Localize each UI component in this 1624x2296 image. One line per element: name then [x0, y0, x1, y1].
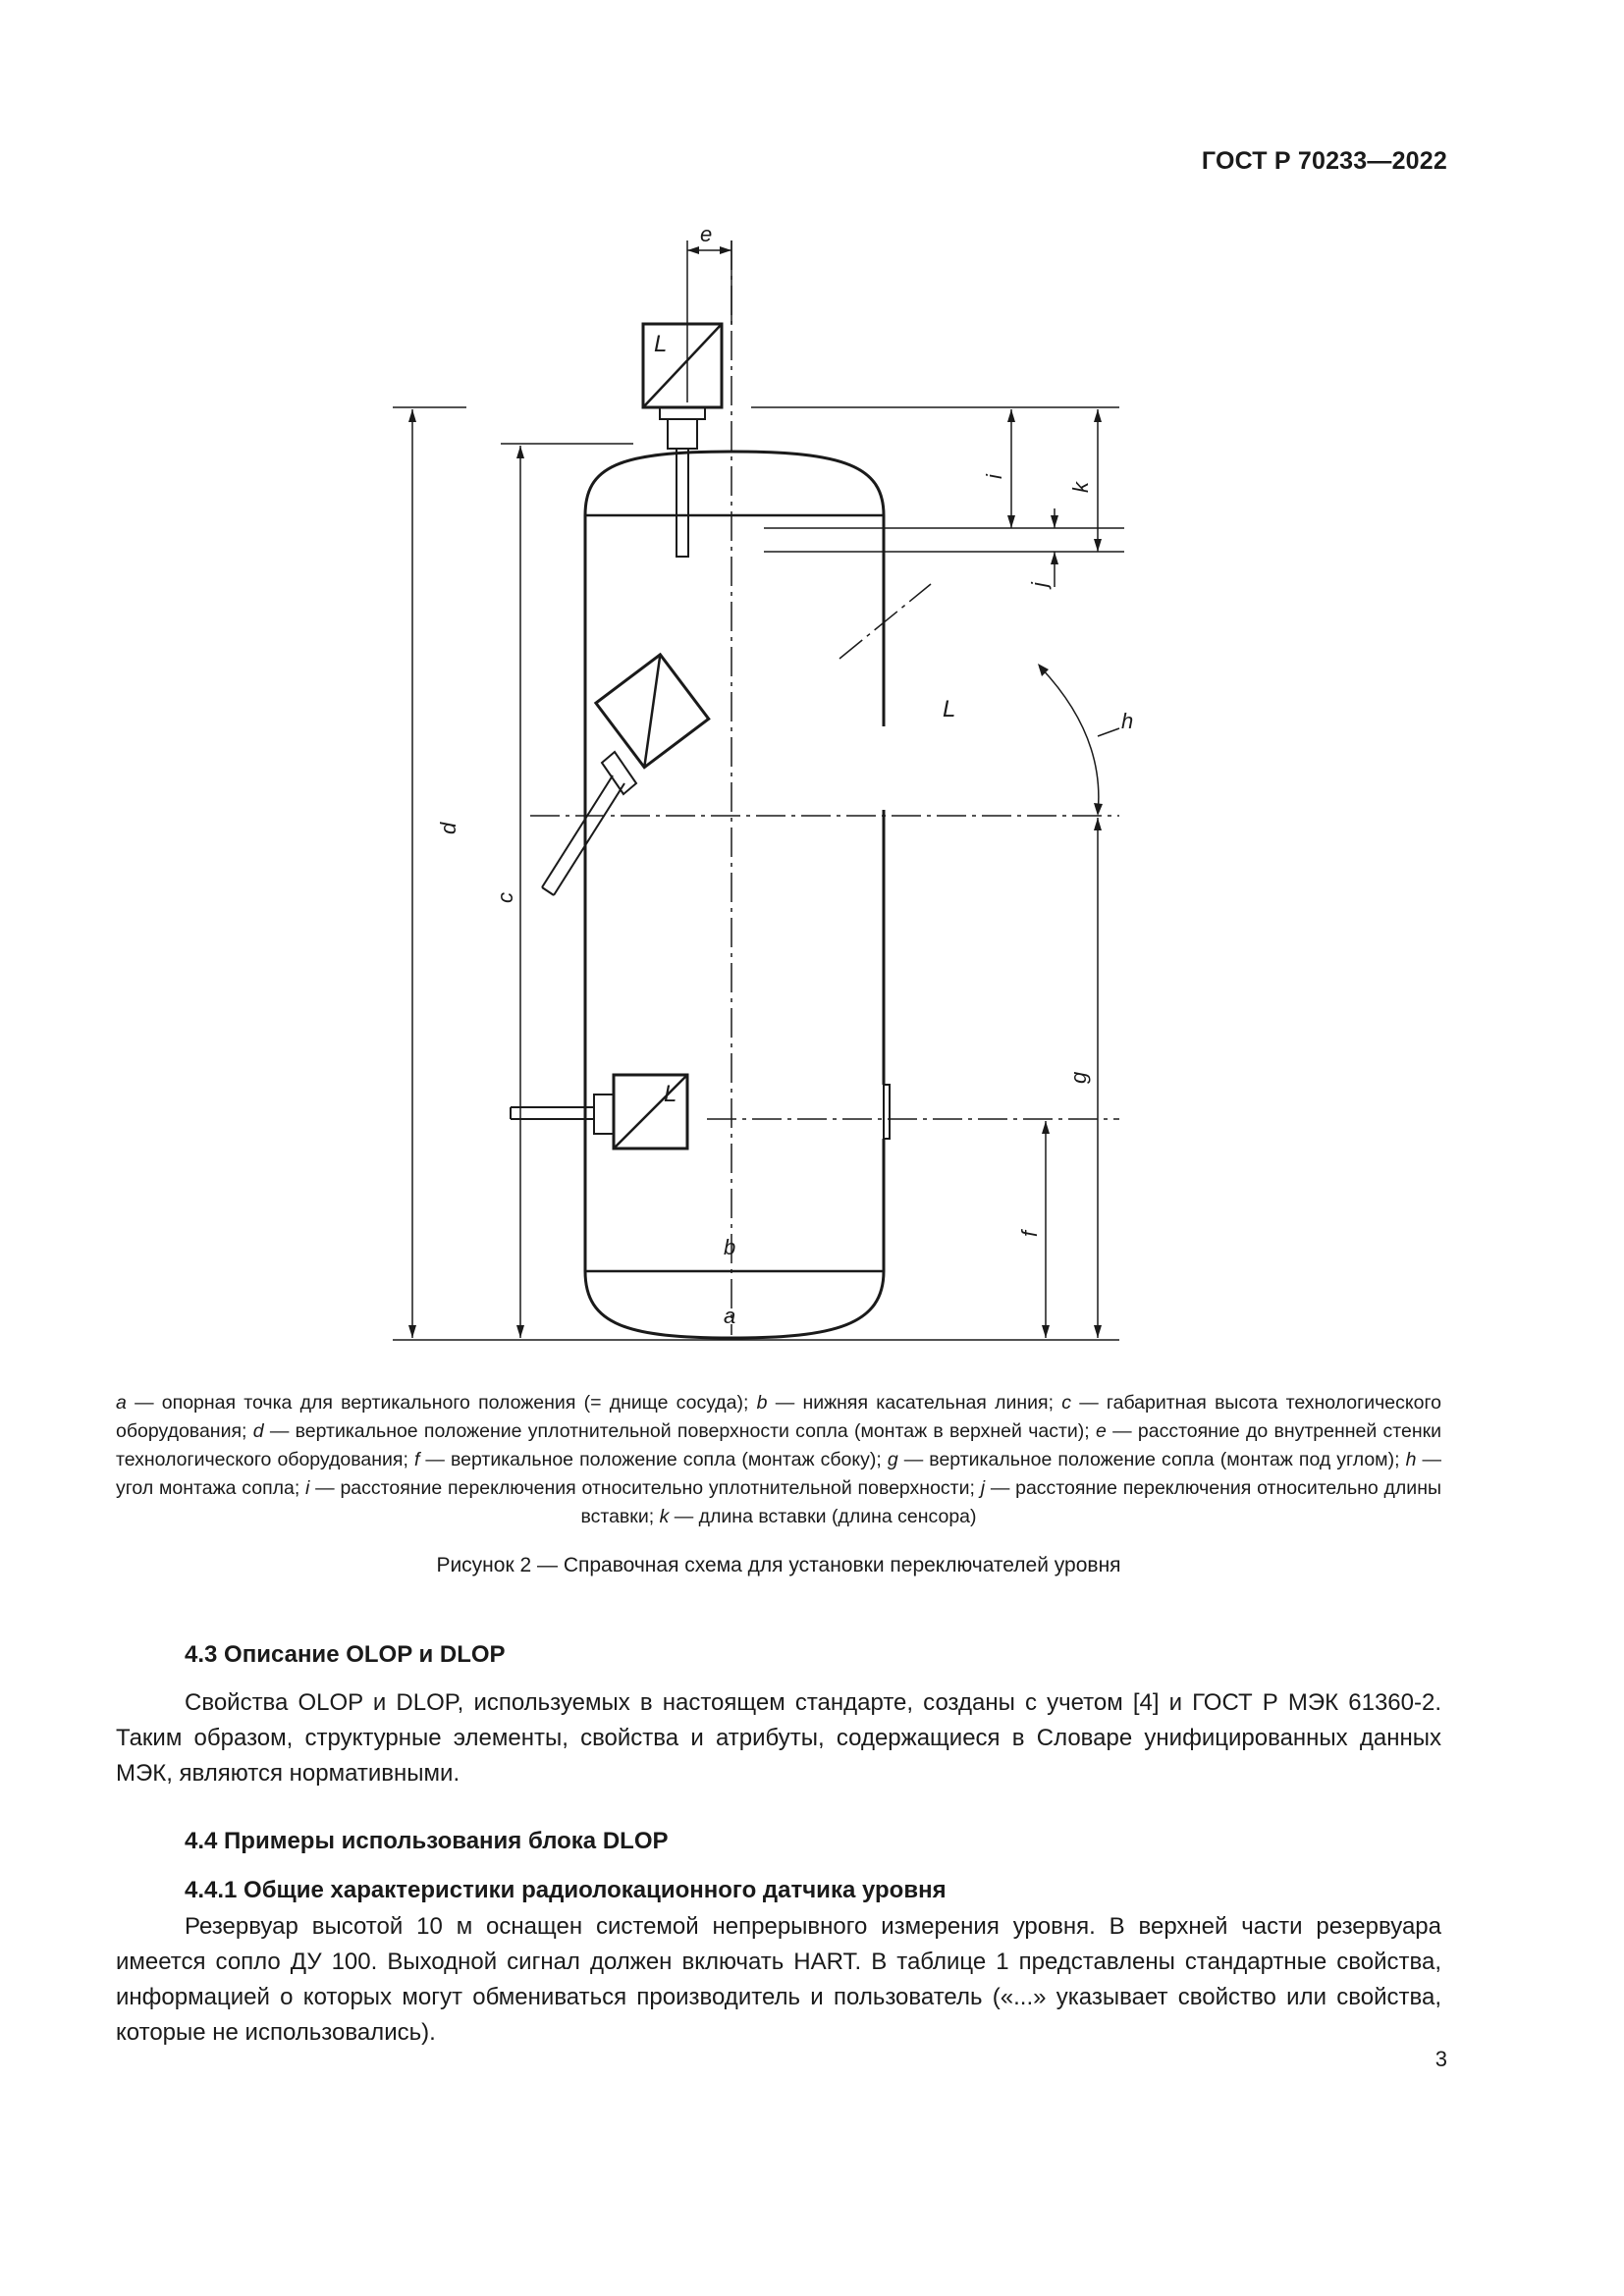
- legend-key-h: h: [1405, 1449, 1417, 1470]
- legend-text-f: — вертикальное положение сопла (монтаж сбоку);: [419, 1449, 888, 1470]
- dim-label-i: i: [982, 474, 1006, 479]
- legend-text-i: — расстояние переключения относительно уплотнительной поверхности;: [309, 1477, 981, 1499]
- legend-text-g: — вертикальное положение сопла (монтаж под углом);: [897, 1449, 1406, 1470]
- legend-key-j: j: [980, 1477, 986, 1499]
- dim-label-g: g: [1066, 1071, 1091, 1084]
- point-label-b: b: [724, 1235, 736, 1259]
- dim-label-f: f: [1017, 1230, 1042, 1237]
- legend-text-e: — расстояние до внутренней стенки технологического оборудования;: [116, 1420, 1442, 1470]
- legend-key-a: a: [116, 1392, 127, 1414]
- legend-text-d: — вертикальное положение уплотнительной поверхности сопла (монтаж в верхней части);: [263, 1420, 1096, 1442]
- legend-text-c: — габаритная высота технологического оборудования;: [116, 1392, 1441, 1442]
- dim-label-c: c: [493, 892, 517, 903]
- section-heading-4-4-1: 4.4.1 Общие характеристики радиолокационного датчика уровня: [185, 1877, 947, 1903]
- figure-legend: [116, 1389, 1441, 1531]
- legend-key-k: k: [659, 1506, 670, 1527]
- section-heading-4-3: 4.3 Описание OLOP и DLOP: [185, 1641, 506, 1668]
- section-paragraph-4-3: Свойства OLOP и DLOP, используемых в настоящем стандарте, созданы с учетом [4] и ГОСТ Р МЭК 61360-2. Таким образом, структурные элементы, свойства и атрибуты, содержащиеся в Словаре унифицированных данных МЭК, являются нормативными.: [116, 1689, 1441, 1787]
- legend-key-c: c: [1061, 1392, 1071, 1414]
- dim-label-j: j: [1027, 582, 1052, 587]
- figure-caption: Рисунок 2 — Справочная схема для установки переключателей уровня: [436, 1554, 1121, 1576]
- section-heading-4-4: 4.4 Примеры использования блока DLOP: [185, 1828, 669, 1854]
- transmitter-label-top: L: [654, 331, 668, 357]
- legend-text-k: — длина вставки (длина сенсора): [669, 1506, 977, 1527]
- transmitter-label-angled: L: [943, 696, 956, 722]
- transmitter-label-side: L: [664, 1081, 677, 1107]
- legend-key-f: f: [413, 1449, 420, 1470]
- level-switch-diagram: [393, 216, 1139, 1355]
- legend-key-e: e: [1095, 1420, 1107, 1442]
- legend-text-a: — опорная точка для вертикального положения (= днище сосуда);: [126, 1392, 757, 1414]
- legend-text-b: — нижняя касательная линия;: [767, 1392, 1062, 1414]
- document-id: ГОСТ Р 70233—2022: [1201, 147, 1447, 175]
- dim-label-e: e: [700, 222, 713, 246]
- legend-text-j: — расстояние переключения относительно длины вставки;: [580, 1477, 1441, 1527]
- page-number: 3: [1435, 2047, 1447, 2071]
- legend-key-i: i: [305, 1477, 310, 1499]
- legend-key-b: b: [756, 1392, 768, 1414]
- point-label-a: a: [724, 1304, 736, 1328]
- legend-text-h: — угол монтажа сопла;: [116, 1449, 1441, 1499]
- section-paragraph-4-4-1: Резервуар высотой 10 м оснащен системой непрерывного измерения уровня. В верхней части резервуара имеется сопло ДУ 100. Выходной сигнал должен включать HART. В таблице 1 представлены стандартные свойства, информацией о которых могут обмениваться производитель и пользователь («...» указывает свойство или свойства, которые не использовались).: [116, 1913, 1441, 2046]
- dim-label-h: h: [1121, 709, 1134, 733]
- legend-key-g: g: [887, 1449, 898, 1470]
- dim-label-d: d: [436, 822, 460, 834]
- dim-label-k: k: [1068, 482, 1093, 493]
- legend-key-d: d: [252, 1420, 264, 1442]
